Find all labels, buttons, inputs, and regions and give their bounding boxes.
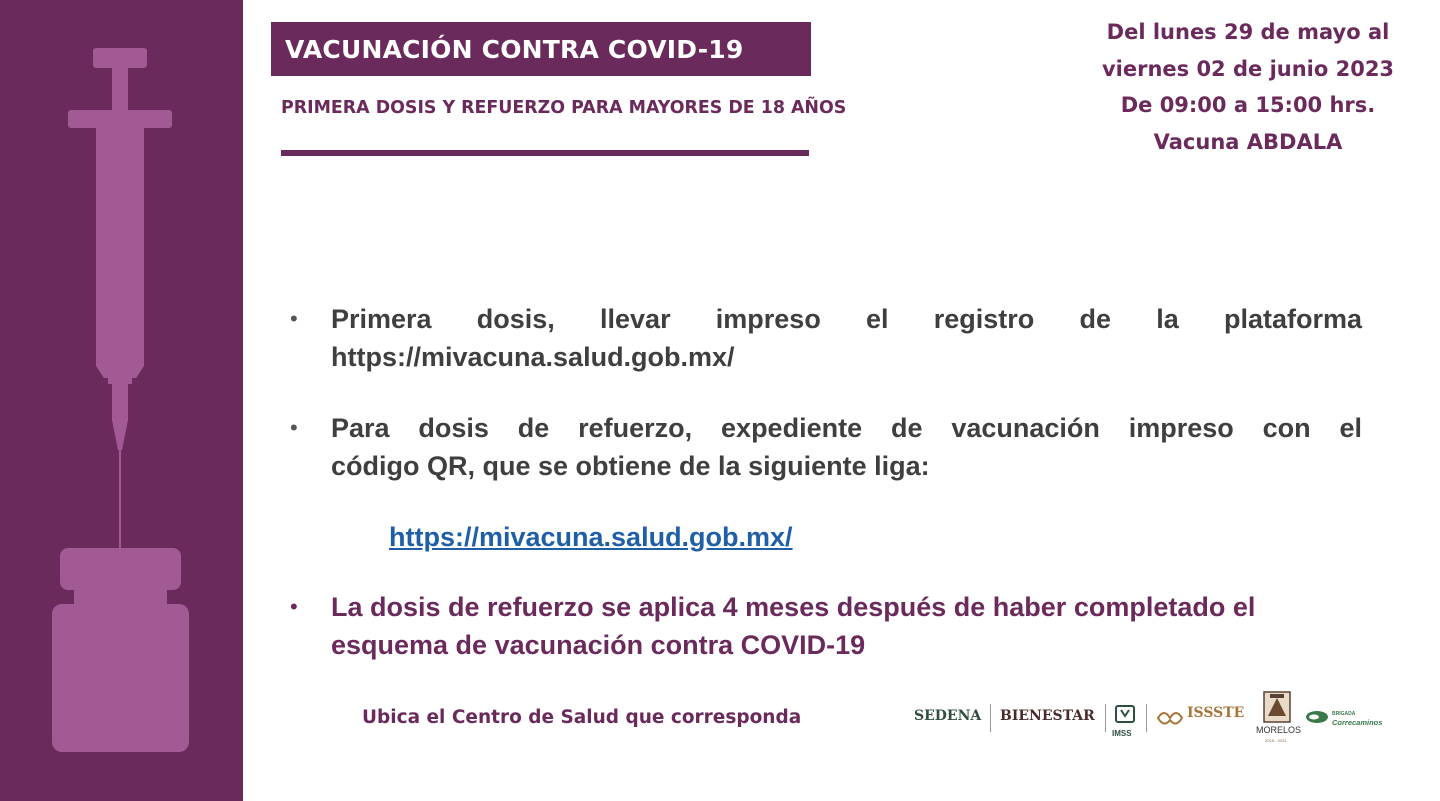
title-divider <box>281 150 809 156</box>
issste-logo: ISSSTE <box>1187 705 1245 721</box>
bullet-marker: • <box>290 415 298 440</box>
list-item-line: Para dosis de refuerzo, expediente de vacunación impreso con el <box>331 413 1362 443</box>
schedule-line: De 09:00 a 15:00 hrs. <box>1120 93 1376 117</box>
schedule-line: Vacuna ABDALA <box>1153 129 1343 154</box>
bienestar-logo: BIENESTAR <box>1000 708 1095 724</box>
mivacuna-link[interactable]: https://mivacuna.salud.gob.mx/ <box>389 522 793 552</box>
correcaminos-bird-icon <box>1305 710 1329 724</box>
logo-divider <box>1146 704 1147 732</box>
brigada-label: BRIGADA <box>1332 711 1356 717</box>
list-item-line: código QR, que se obtiene de la siguiente liga: <box>331 451 930 481</box>
vaccine-vial-icon <box>0 0 243 801</box>
list-item-line: https://mivacuna.salud.gob.mx/ <box>331 342 735 372</box>
schedule-line: Del lunes 29 de mayo al <box>1106 20 1390 44</box>
institution-logos <box>910 688 1390 748</box>
title-banner <box>271 22 811 76</box>
list-item <box>290 300 1362 376</box>
page-title: VACUNACIÓN CONTRA COVID-19 <box>285 34 744 64</box>
imss-logo: IMSS <box>1112 729 1132 738</box>
list-item-line: Primera dosis, llevar impreso el registro de la plataforma <box>331 304 1362 334</box>
morelos-years: 2018 - 2024 <box>1265 738 1287 743</box>
list-item <box>290 588 1362 664</box>
footer-note: Ubica el Centro de Salud que corresponda <box>362 707 802 728</box>
imss-emblem-icon <box>1114 704 1136 728</box>
schedule-info <box>1080 14 1416 160</box>
page-subtitle: PRIMERA DOSIS Y REFUERZO PARA MAYORES DE 18 AÑOS <box>281 98 847 118</box>
list-item-line: esquema de vacunación contra COVID-19 <box>331 630 866 660</box>
bullet-marker: • <box>290 594 298 619</box>
logo-divider <box>1105 704 1106 732</box>
list-item-line: La dosis de refuerzo se aplica 4 meses después de haber completado el <box>331 592 1256 622</box>
issste-emblem-icon <box>1156 706 1184 730</box>
sidebar-panel <box>0 0 243 801</box>
list-item <box>290 409 1362 485</box>
schedule-line: viernes 02 de junio 2023 <box>1101 56 1395 81</box>
bullet-marker: • <box>290 306 298 331</box>
sedena-logo: SEDENA <box>914 708 982 724</box>
logo-divider <box>990 704 991 732</box>
morelos-emblem-icon <box>1262 690 1292 724</box>
morelos-logo: MORELOS <box>1256 725 1302 735</box>
correcaminos-label: Correcaminos <box>1332 718 1383 727</box>
